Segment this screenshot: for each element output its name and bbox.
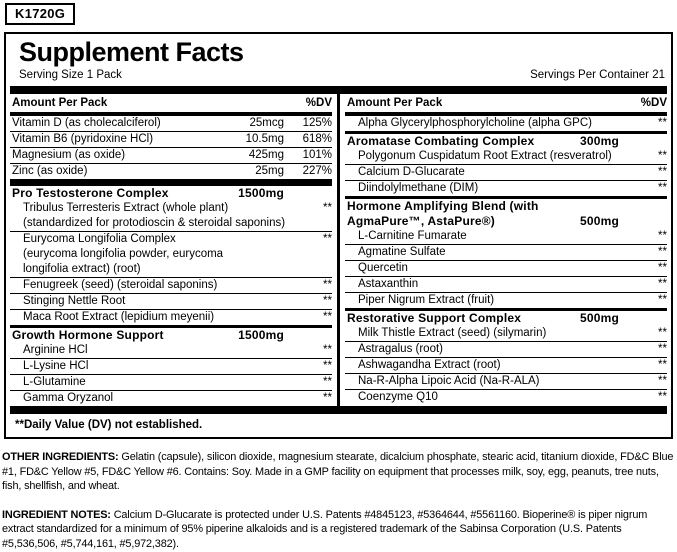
ingredient-name: Vitamin B6 (pyridoxine HCl) <box>12 133 154 145</box>
ingredient-name: Eurycoma Longifolia Complex <box>23 233 176 245</box>
section-row <box>345 131 667 149</box>
ingredient-dv: ** <box>323 392 332 404</box>
ingredient-row <box>10 201 332 231</box>
ingredient-name: longifolia extract) (root) <box>23 263 141 275</box>
ingredient-row <box>345 276 667 292</box>
ingredient-dv: ** <box>658 294 667 306</box>
ingredient-dv <box>619 311 667 326</box>
amount-per-pack-header: Amount Per Pack <box>347 97 443 109</box>
ingredient-name: Diindolylmethane (DIM) <box>358 182 479 194</box>
ingredient-row <box>10 390 332 406</box>
ingredient-notes-text: Calcium D-Glucarate is protected under U.S. Patents #4845123, #5364644, #5561160. Bioperine® is piper nigrum extract standardized for a minimum of 95% piperine alkaloids and is a registered trademark of the Sabinsa Corporation (U.S. Patents #5,536,506, #5,744,161, #5,972,382). <box>2 508 648 550</box>
ingredient-name: Stinging Nettle Root <box>23 295 126 307</box>
ingredient-row <box>10 293 332 309</box>
ingredient-row <box>10 116 332 131</box>
ingredient-rows-right <box>345 116 667 405</box>
amount-per-pack-header: Amount Per Pack <box>12 97 108 109</box>
ingredient-dv <box>284 328 332 343</box>
ingredient-name: Milk Thistle Extract (seed) (silymarin) <box>358 327 547 339</box>
ingredient-dv: ** <box>323 376 332 388</box>
ingredient-row <box>10 231 332 277</box>
ingredient-name: Restorative Support Complex <box>347 311 522 325</box>
ingredient-amount: 25mg <box>255 165 284 177</box>
ingredient-dv: ** <box>658 182 667 194</box>
ingredient-row <box>345 373 667 389</box>
ingredient-row <box>345 149 667 164</box>
ingredient-name: Agmatine Sulfate <box>358 246 446 258</box>
ingredient-name: AgmaPure™, AstaPure®) <box>347 214 495 228</box>
other-ingredients-text: Gelatin (capsule), silicon dioxide, magnesium stearate, dicalcium phosphate, stearic acid, titanium dioxide, FD&C Blue #1, FD&C Yellow #5, FD&C Yellow #6. Contains: Soy. Made in a GMP facility on equipment that processes milk, soy, egg, peanuts, tree nuts, fish, shellfish, and wheat. <box>2 451 674 493</box>
column-divider <box>337 94 340 406</box>
ingredient-name: L-Carnitine Fumarate <box>358 230 467 242</box>
ingredient-dv: ** <box>323 279 332 291</box>
ingredient-amount: 500mg <box>579 214 619 228</box>
ingredient-row <box>345 357 667 373</box>
ingredient-row <box>345 229 667 244</box>
ingredient-name: Fenugreek (seed) (steroidal saponins) <box>23 279 218 291</box>
ingredient-row <box>345 389 667 405</box>
ingredient-name: Quercetin <box>358 262 408 274</box>
ingredient-row <box>345 164 667 180</box>
bottom-divider-bar <box>10 406 667 414</box>
ingredient-name: Arginine HCl <box>23 344 88 356</box>
ingredient-name: Hormone Amplifying Blend (with <box>347 199 539 213</box>
ingredient-dv: ** <box>658 166 667 178</box>
ingredient-row <box>10 309 332 325</box>
serving-info-row <box>10 69 667 86</box>
ingredient-row <box>345 326 667 341</box>
ingredient-dv: ** <box>658 327 667 339</box>
ingredient-dv: ** <box>323 344 332 356</box>
ingredient-row <box>10 131 332 147</box>
ingredient-amount: 25mcg <box>249 117 284 129</box>
ingredient-name: Tribulus Terresteris Extract (whole plant) <box>23 202 229 214</box>
section-row <box>10 325 332 343</box>
ingredient-row <box>345 116 667 131</box>
ingredient-row <box>345 244 667 260</box>
section-row <box>345 196 667 229</box>
ingredient-row <box>10 147 332 163</box>
ingredient-amount: 300mg <box>579 134 619 148</box>
ingredient-dv <box>619 214 667 229</box>
ingredient-dv: ** <box>658 150 667 162</box>
ingredient-name: Astragalus (root) <box>358 343 444 355</box>
ingredient-dv: ** <box>658 343 667 355</box>
ingredient-dv: ** <box>658 278 667 290</box>
ingredient-row <box>345 180 667 196</box>
ingredient-row <box>10 277 332 293</box>
daily-value-footnote: **Daily Value (DV) not established. <box>15 419 203 431</box>
ingredient-name: Vitamin D (as cholecalciferol) <box>12 117 161 129</box>
lot-code: K1720G <box>5 3 75 25</box>
dv-header: %DV <box>640 97 667 109</box>
ingredient-dv: ** <box>658 117 667 129</box>
ingredient-notes-paragraph <box>2 508 675 552</box>
ingredient-name: Astaxanthin <box>358 278 419 290</box>
page-title: Supplement Facts <box>19 37 244 67</box>
ingredient-dv: ** <box>323 311 332 323</box>
ingredient-dv: 618% <box>302 133 332 145</box>
ingredient-name: Piper Nigrum Extract (fruit) <box>358 294 495 306</box>
ingredient-dv: 101% <box>302 149 332 161</box>
ingredient-name: L-Lysine HCl <box>23 360 89 372</box>
ingredient-name: Ashwagandha Extract (root) <box>358 359 501 371</box>
ingredient-dv: ** <box>658 230 667 242</box>
ingredient-dv: ** <box>323 202 332 214</box>
ingredient-amount: 10.5mg <box>245 133 284 145</box>
ingredient-dv: ** <box>658 262 667 274</box>
ingredient-dv: ** <box>658 246 667 258</box>
ingredient-name: L-Glutamine <box>23 376 86 388</box>
ingredient-row <box>345 292 667 308</box>
servings-per-container-text: Servings Per Container 21 <box>530 69 665 81</box>
ingredient-name: Aromatase Combating Complex <box>347 134 535 148</box>
ingredient-row <box>10 374 332 390</box>
dv-header: %DV <box>305 97 332 109</box>
ingredient-dv: 227% <box>302 165 332 177</box>
ingredient-name: Polygonum Cuspidatum Root Extract (resveratrol) <box>358 150 612 162</box>
ingredient-name: Zinc (as oxide) <box>12 165 88 177</box>
ingredient-name: Gamma Oryzanol <box>23 392 114 404</box>
ingredient-dv: ** <box>658 359 667 371</box>
ingredient-rows-left <box>10 116 332 406</box>
ingredient-row <box>10 358 332 374</box>
ingredient-name: Alpha Glycerylphosphorylcholine (alpha GPC) <box>358 117 592 129</box>
column-header <box>345 94 667 116</box>
ingredient-row <box>345 260 667 276</box>
facts-column-right <box>345 94 667 406</box>
ingredient-name: Magnesium (as oxide) <box>12 149 126 161</box>
supplement-facts-panel <box>4 32 673 439</box>
ingredient-dv: 125% <box>302 117 332 129</box>
ingredient-amount: 500mg <box>579 311 619 325</box>
ingredient-name: Calcium D-Glucarate <box>358 166 465 178</box>
top-divider-bar <box>10 86 667 94</box>
ingredient-notes-label: INGREDIENT NOTES: <box>2 508 111 521</box>
ingredient-dv <box>619 134 667 149</box>
facts-column-left <box>10 94 332 406</box>
ingredient-dv: ** <box>323 295 332 307</box>
ingredient-amount: 1500mg <box>238 328 284 342</box>
ingredient-dv: ** <box>323 360 332 372</box>
ingredient-dv: ** <box>658 391 667 403</box>
section-row <box>10 179 332 201</box>
ingredient-name: Pro Testosterone Complex <box>12 186 169 200</box>
ingredient-name: (eurycoma longifolia powder, eurycoma <box>23 248 224 260</box>
other-ingredients-label: OTHER INGREDIENTS: <box>2 451 119 463</box>
serving-size-text: Serving Size 1 Pack <box>19 69 122 81</box>
ingredient-name: Growth Hormone Support <box>12 328 164 342</box>
facts-columns <box>10 94 667 406</box>
ingredient-name: Maca Root Extract (lepidium meyenii) <box>23 311 215 323</box>
ingredient-dv: ** <box>658 375 667 387</box>
ingredient-dv: ** <box>323 233 332 245</box>
ingredient-row <box>10 163 332 179</box>
ingredient-name: Na-R-Alpha Lipoic Acid (Na-R-ALA) <box>358 375 540 387</box>
ingredient-row <box>10 343 332 358</box>
ingredient-amount: 1500mg <box>238 186 284 200</box>
ingredient-row <box>345 341 667 357</box>
ingredient-dv <box>284 186 332 201</box>
ingredient-amount: 425mg <box>248 149 284 161</box>
section-row <box>345 308 667 326</box>
ingredient-name: (standardized for protodioscin & steroidal saponins) <box>23 217 286 229</box>
ingredient-name: Coenzyme Q10 <box>358 391 438 403</box>
column-header <box>10 94 332 116</box>
other-ingredients-paragraph <box>2 450 675 494</box>
